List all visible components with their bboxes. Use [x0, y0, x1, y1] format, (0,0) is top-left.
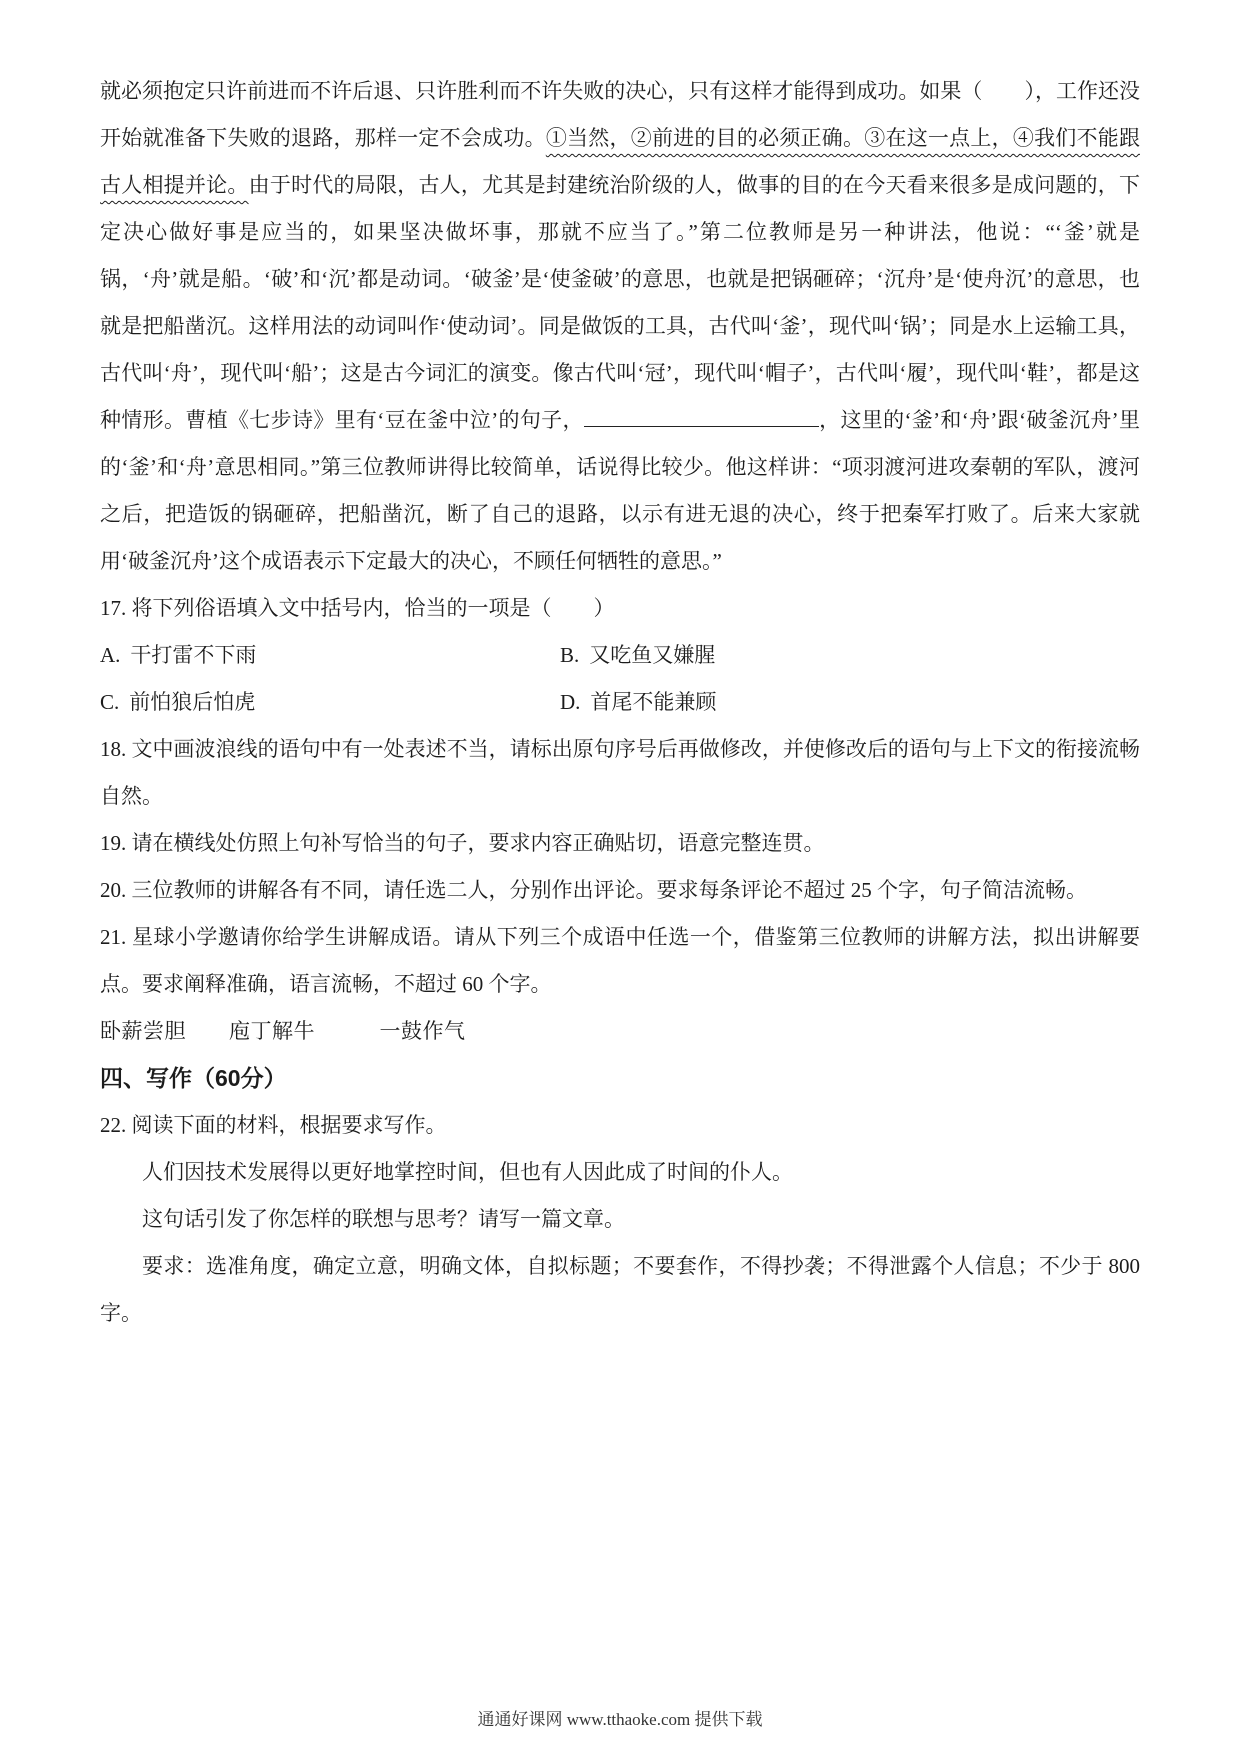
- question-19: 19. 请在横线处仿照上句补写恰当的句子，要求内容正确贴切，语意完整连贯。: [100, 831, 825, 855]
- option-d: [560, 679, 1140, 726]
- passage-wavy-underlined-text: ①当然，②前进的目的必须正确。③在这一点上，④我们不能跟古人相提并论。: [100, 126, 1140, 197]
- passage-text-middle: 由于时代的局限，古人，尤其是封建统治阶级的人，做事的目的在今天看来很多是成问题的，下定决心做好事是应当的，如果坚决做坏事，那就不应当了。”第二位教师是另一种讲法，他说：“‘釜’就是锅，‘舟’就是船。‘破’和‘沉’都是动词。‘破釜’是‘使釜破’的意思，也就是把锅砸碎；‘沉舟’是‘使舟沉’的意思，也就是把船凿沉。这样用法的动词叫作‘使动词’。同是做饭的工具，古代叫‘釜’，现代叫‘锅’；同是水上运输工具，古代叫‘舟’，现代叫‘船’；这是古今词汇的演变。像古代叫‘冠’，现代叫‘帽子’，古代叫‘履’，现代叫‘鞋’，都是这种情形。曹植《七步诗》里有‘豆在釜中泣’的句子，: [100, 173, 1141, 432]
- option-c: [100, 679, 560, 726]
- option-a-text: 干打雷不下雨: [130, 643, 257, 667]
- question-17-stem: 17. 将下列俗语填入文中括号内，恰当的一项是（ ）: [100, 596, 615, 620]
- question-20: 20. 三位教师的讲解各有不同，请任选二人，分别作出评论。要求每条评论不超过 25 个字，句子简洁流畅。: [100, 878, 1087, 902]
- question-21-idiom-choices: 卧薪尝胆 庖丁解牛 一鼓作气: [100, 1019, 466, 1043]
- question-21: 21. 星球小学邀请你给学生讲解成语。请从下列三个成语中任选一个，借鉴第三位教师的讲解方法，拟出讲解要点。要求阐释准确，语言流畅，不超过 60 个字。: [100, 925, 1140, 996]
- question-17-options: [100, 632, 1140, 726]
- passage-text-before-wavy: 就必须抱定只许前进而不许后退、只许胜利而不许失败的决心，只有这样才能得到成功。如果（ ），工作还没开始就准备下失败的退路，那样一定不会成功。: [100, 79, 1140, 150]
- passage-paragraph: [100, 68, 1140, 585]
- option-b: [560, 632, 1140, 679]
- option-d-label: D.: [560, 690, 581, 714]
- option-b-text: 又吃鱼又嫌腥: [589, 643, 716, 667]
- passage-fill-in-blank-line: [584, 406, 819, 427]
- section-4-heading: 四、写作（60分）: [100, 1065, 287, 1091]
- option-a: [100, 632, 560, 679]
- question-22-material-1: 人们因技术发展得以更好地掌控时间，但也有人因此成了时间的仆人。: [142, 1160, 793, 1184]
- option-b-label: B.: [560, 643, 580, 667]
- question-22-requirements: 要求：选准角度，确定立意，明确文体，自拟标题；不要套作，不得抄袭；不得泄露个人信息；不少于 800 字。: [100, 1254, 1140, 1325]
- question-18: 18. 文中画波浪线的语句中有一处表述不当，请标出原句序号后再做修改，并使修改后的语句与上下文的衔接流畅自然。: [100, 737, 1140, 808]
- passage-text-after-blank: ，这里的‘釜’和‘舟’跟‘破釜沉舟’里的‘釜’和‘舟’意思相同。”第三位教师讲得比较简单，话说得比较少。他这样讲：“项羽渡河进攻秦朝的军队，渡河之后，把造饭的锅砸碎，把船凿沉，断了自己的退路，以示有进无退的决心，终于把秦军打败了。后来大家就用‘破釜沉舟’这个成语表示下定最大的决心，不顾任何牺牲的意思。”: [100, 408, 1140, 573]
- page-footer: 通通好课网 www.tthaoke.com 提供下载: [477, 1710, 763, 1729]
- question-22-material-2: 这句话引发了你怎样的联想与思考？请写一篇文章。: [142, 1207, 625, 1231]
- option-a-label: A.: [100, 643, 121, 667]
- option-c-text: 前怕狼后怕虎: [129, 690, 256, 714]
- question-22-stem: 22. 阅读下面的材料，根据要求写作。: [100, 1113, 447, 1137]
- option-d-text: 首尾不能兼顾: [590, 690, 717, 714]
- option-c-label: C.: [100, 690, 120, 714]
